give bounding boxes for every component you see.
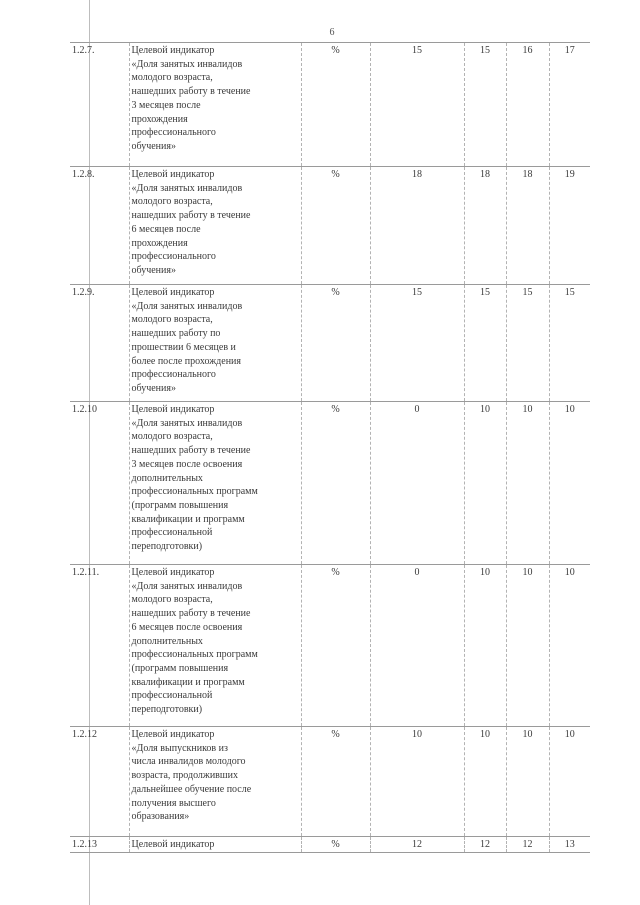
- value-cell: 0: [370, 565, 464, 727]
- indicator-name: Целевой индикатор: [129, 837, 301, 853]
- unit-cell: %: [301, 727, 370, 837]
- value-cell: 16: [506, 43, 549, 167]
- value-cell: 15: [370, 285, 464, 402]
- value-cell: 17: [549, 43, 590, 167]
- row-number: 1.2.7.: [70, 43, 129, 167]
- value-cell: 18: [370, 167, 464, 285]
- value-cell: 10: [506, 727, 549, 837]
- unit-cell: %: [301, 167, 370, 285]
- row-number: 1.2.9.: [70, 285, 129, 402]
- value-cell: 12: [464, 837, 506, 853]
- value-cell: 15: [506, 285, 549, 402]
- table-row: [70, 43, 590, 167]
- value-cell: 18: [464, 167, 506, 285]
- value-cell: 15: [464, 285, 506, 402]
- unit-cell: %: [301, 285, 370, 402]
- value-cell: 10: [549, 402, 590, 565]
- value-cell: 10: [506, 565, 549, 727]
- table-row: [70, 565, 590, 727]
- row-number: 1.2.13: [70, 837, 129, 853]
- table-row: [70, 837, 590, 853]
- value-cell: 10: [549, 727, 590, 837]
- value-cell: 10: [506, 402, 549, 565]
- table-row: [70, 285, 590, 402]
- indicator-name: Целевой индикатор «Доля занятых инвалидов молодого возраста, нашедших работу в течение 3 месяцев после прохождения профессионального обучения»: [129, 43, 301, 167]
- indicator-name: Целевой индикатор «Доля занятых инвалидов молодого возраста, нашедших работу в течение 6 месяцев после прохождения профессионального обучения»: [129, 167, 301, 285]
- row-number: 1.2.12: [70, 727, 129, 837]
- table-row: [70, 727, 590, 837]
- value-cell: 18: [506, 167, 549, 285]
- unit-cell: %: [301, 402, 370, 565]
- value-cell: 10: [464, 565, 506, 727]
- indicator-name: Целевой индикатор «Доля занятых инвалидов молодого возраста, нашедших работу по прошествии 6 месяцев и более после прохождения профессионального обучения»: [129, 285, 301, 402]
- unit-cell: %: [301, 565, 370, 727]
- value-cell: 15: [464, 43, 506, 167]
- value-cell: 10: [464, 727, 506, 837]
- row-number: 1.2.10: [70, 402, 129, 565]
- value-cell: 15: [370, 43, 464, 167]
- row-number: 1.2.11.: [70, 565, 129, 727]
- indicator-name: Целевой индикатор «Доля выпускников из числа инвалидов молодого возраста, продолживших дальнейшее обучение после получения высшего образования»: [129, 727, 301, 837]
- table-row: [70, 167, 590, 285]
- value-cell: 12: [370, 837, 464, 853]
- value-cell: 19: [549, 167, 590, 285]
- value-cell: 0: [370, 402, 464, 565]
- value-cell: 12: [506, 837, 549, 853]
- row-number: 1.2.8.: [70, 167, 129, 285]
- page-number: 6: [329, 27, 335, 38]
- value-cell: 10: [464, 402, 506, 565]
- value-cell: 10: [549, 565, 590, 727]
- indicator-name: Целевой индикатор «Доля занятых инвалидов молодого возраста, нашедших работу в течение 3 месяцев после освоения дополнительных профессиональных программ (программ повышения квалификации и программ профессиональной переподготовки): [129, 402, 301, 565]
- indicator-name: Целевой индикатор «Доля занятых инвалидов молодого возраста, нашедших работу в течение 6 месяцев после освоения дополнительных профессиональных программ (программ повышения квалификации и программ профессиональной переподготовки): [129, 565, 301, 727]
- value-cell: 10: [370, 727, 464, 837]
- unit-cell: %: [301, 43, 370, 167]
- indicators-table: [70, 42, 590, 853]
- value-cell: 13: [549, 837, 590, 853]
- table-row: [70, 402, 590, 565]
- value-cell: 15: [549, 285, 590, 402]
- unit-cell: %: [301, 837, 370, 853]
